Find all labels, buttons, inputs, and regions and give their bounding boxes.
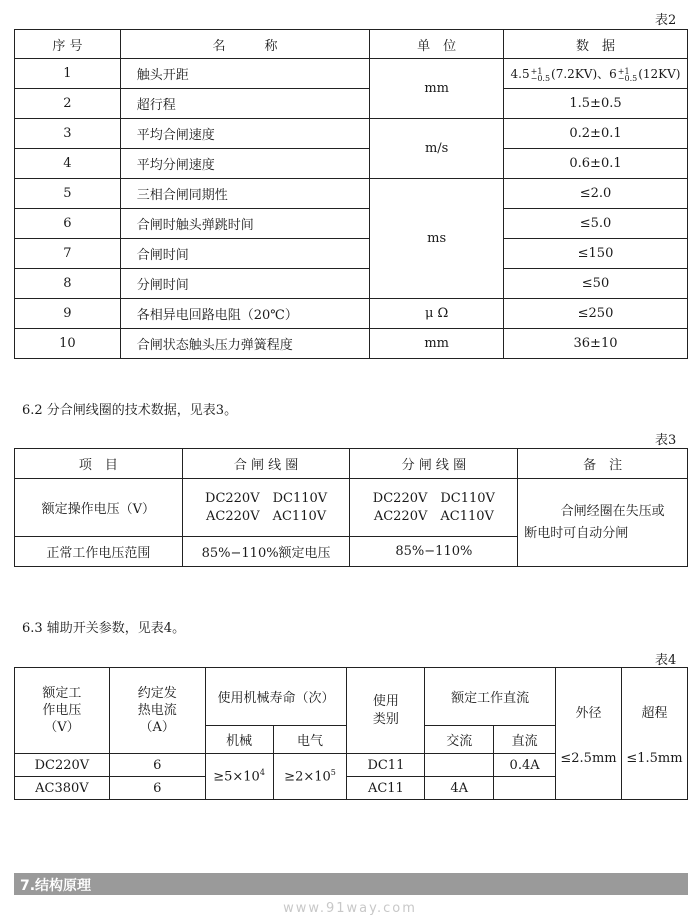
row-voltage: DC220V: [15, 754, 110, 777]
unit-mm2: mm: [370, 329, 504, 359]
section-7-title: 7.结构原理: [20, 878, 92, 894]
row-dc: [494, 777, 556, 800]
table-row: [15, 479, 688, 537]
over-value: ≤1.5mm: [626, 751, 683, 766]
row-no: 2: [15, 89, 121, 119]
row-voltage: AC380V: [15, 777, 110, 800]
header-item: 项 目: [15, 449, 183, 479]
header-ac: 交流: [425, 726, 494, 754]
row-name: 合闸时触头弹跳时间: [120, 209, 370, 239]
row-value: 0.6±0.1: [504, 149, 688, 179]
row-value: 1.5±0.5: [504, 89, 688, 119]
table4-label: 表4: [655, 653, 677, 668]
close-voltage: DC220V DC110V AC220V AC110V: [182, 479, 350, 537]
elec-life: $\ge 2\times 10^5$: [273, 754, 347, 800]
table-row: [15, 179, 688, 209]
unit-ms-speed: m/s: [370, 119, 504, 179]
table4: [14, 667, 688, 800]
row-label: 额定操作电压（V）: [15, 479, 183, 537]
header-unit: 单 位: [370, 30, 504, 59]
row-name: 平均分闸速度: [120, 149, 370, 179]
row-value: 36±10: [504, 329, 688, 359]
outer-value: ≤2.5mm: [560, 751, 617, 766]
row-value: ≤50: [504, 269, 688, 299]
row-name: 平均合闸速度: [120, 119, 370, 149]
unit-ms: ms: [370, 179, 504, 299]
table-row: [15, 269, 688, 299]
header-category: 使用 类别: [347, 668, 425, 754]
row-label: 正常工作电压范围: [15, 537, 183, 567]
row-ac: [425, 754, 494, 777]
table-row: [15, 59, 688, 89]
open-range: 85%−110%: [350, 537, 518, 567]
header-value: 数 据: [504, 30, 688, 59]
header-life: 使用机械寿命（次）: [205, 668, 347, 726]
header-mech: 机械: [205, 726, 273, 754]
mech-life: $\ge 5\times 10^4$: [205, 754, 273, 800]
header-elec: 电气: [273, 726, 347, 754]
row-name: 三相合闸同期性: [120, 179, 370, 209]
row-current: 6: [109, 777, 205, 800]
row-no: 6: [15, 209, 121, 239]
unit-ohm: μ Ω: [370, 299, 504, 329]
header-over: 超程 ≤1.5mm: [621, 668, 687, 800]
row-name: 合闸时间: [120, 239, 370, 269]
close-range: 85%−110%额定电压: [182, 537, 350, 567]
table2-header-row: [15, 30, 688, 59]
header-outer: 外径 ≤2.5mm: [556, 668, 622, 800]
header-open-coil: 分 闸 线 圈: [350, 449, 518, 479]
row-no: 4: [15, 149, 121, 179]
table4-header-row: [15, 668, 688, 726]
row-no: 10: [15, 329, 121, 359]
header-dc: 直流: [494, 726, 556, 754]
table-row: [15, 329, 688, 359]
row-value: ≤2.0: [504, 179, 688, 209]
header-rated-voltage: 额定工 作电压 （V）: [15, 668, 110, 754]
table-row: [15, 149, 688, 179]
table-row: [15, 239, 688, 269]
section-7-bar: [14, 873, 688, 895]
row-no: 5: [15, 179, 121, 209]
table-row: [15, 299, 688, 329]
row-no: 7: [15, 239, 121, 269]
table3-label: 表3: [655, 433, 677, 448]
table-row: [15, 119, 688, 149]
row-name: 触头开距: [120, 59, 370, 89]
row-no: 8: [15, 269, 121, 299]
row-category: AC11: [347, 777, 425, 800]
row-value: ≤250: [504, 299, 688, 329]
row-name: 各相异电回路电阻（20℃）: [120, 299, 370, 329]
header-remark: 备 注: [518, 449, 688, 479]
table-row: [15, 209, 688, 239]
row-category: DC11: [347, 754, 425, 777]
header-close-coil: 合 闸 线 圈: [182, 449, 350, 479]
table3: [14, 448, 688, 567]
row-dc: 0.4A: [494, 754, 556, 777]
row-name: 合闸状态触头压力弹簧程度: [120, 329, 370, 359]
open-voltage: DC220V DC110V AC220V AC110V: [350, 479, 518, 537]
row-no: 3: [15, 119, 121, 149]
watermark: www.91way.com: [283, 901, 417, 916]
header-no: 序 号: [15, 30, 121, 59]
table2-label: 表2: [655, 13, 677, 28]
row-value: ≤150: [504, 239, 688, 269]
row-name: 超行程: [120, 89, 370, 119]
row-value: 0.2±0.1: [504, 119, 688, 149]
header-thermal-current: 约定发 热电流 （A）: [109, 668, 205, 754]
unit-mm: mm: [370, 59, 504, 119]
table-row: [15, 89, 688, 119]
section-6-3: 6.3 辅助开关参数，见表4。: [22, 621, 186, 636]
table3-header-row: [15, 449, 688, 479]
header-name: 名 称: [120, 30, 370, 59]
table2: [14, 29, 688, 359]
row-name: 分闸时间: [120, 269, 370, 299]
row-no: 1: [15, 59, 121, 89]
header-rated-dc: 额定工作直流: [425, 668, 556, 726]
row-value: ≤5.0: [504, 209, 688, 239]
section-6-2: 6.2 分合闸线圈的技术数据，见表3。: [22, 403, 238, 418]
remark: 合闸经圈在失压或 断电时可自动分闸: [518, 479, 688, 567]
row-current: 6: [109, 754, 205, 777]
row-value-stroke: 4.5+1 −0.5(7.2KV)、6+1 −0.5(12KV): [504, 59, 688, 89]
row-ac: 4A: [425, 777, 494, 800]
row-no: 9: [15, 299, 121, 329]
